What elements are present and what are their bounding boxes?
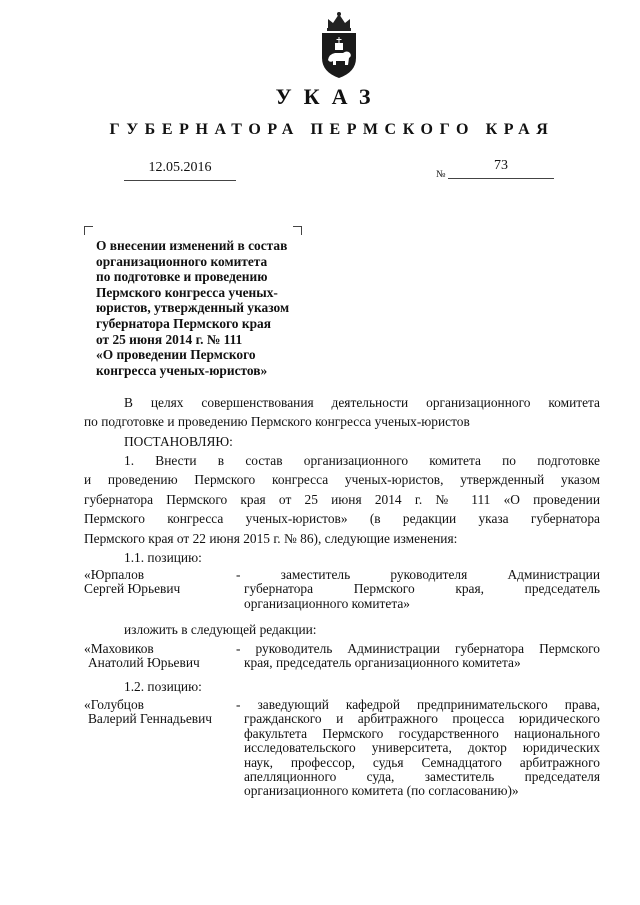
item-1-line: 1. Внести в состав организационного комитета по подготовке [124,453,600,468]
heading-line: Пермского конгресса ученых- [96,284,278,300]
document-date: 12.05.2016 [148,160,212,175]
item-1-1-label: 1.1. позицию: [124,550,202,565]
entry-desc-line: факультета Пермского государственного национального [244,725,600,741]
entry-name-line: «Юрпалов [84,567,145,582]
intro-line: В целях совершенствования деятельности организационного комитета [124,395,600,410]
item-1-2-label: 1.2. позицию: [124,679,202,694]
entry-name-line: Валерий Геннадьевич [88,711,213,727]
entry-desc-line: заведующий кафедрой предпринимательского права, [257,697,600,712]
date-underline [124,180,236,181]
heading-corner-left [84,226,93,235]
entry-2-description [236,642,600,671]
document-title: УКАЗ [275,84,383,109]
entry-desc-line: губернатора Пермского края, председатель [244,581,600,597]
entry-desc-line: организационного комитета» [244,595,411,611]
item-1-line: и проведению Пермского конгресса ученых-юристов, утвержденный указом [84,472,600,488]
number-sign: № [436,169,446,180]
entry-name-line: «Маховиков [84,641,154,656]
entry-3-name [84,698,212,727]
entry-3-description [236,698,600,799]
entry-desc-line: руководитель Администрации губернатора Пермского [255,641,600,656]
entry-desc-line: организационного комитета (по согласованию)» [244,783,519,799]
entry-dash: - [236,567,241,582]
entry-desc-line: заместитель руководителя Администрации [280,567,600,582]
item-1-line: губернатора Пермского края от 25 июня 2014 г. № 111 «О проведении [84,491,600,507]
edit-instruction: изложить в следующей редакции: [124,622,317,637]
entry-name-line: «Голубцов [84,697,144,712]
entry-desc-line: наук, профессор, судья Семнадцатого арбитражного [244,754,600,770]
entry-desc-line: апелляционного суда, заместитель председателя [244,769,600,785]
entry-1-name [84,568,180,597]
entry-desc-line: гражданского и арбитражного процесса юридического [244,711,600,727]
entry-name-line: Анатолий Юрьевич [88,655,200,671]
document-number: 73 [494,158,508,173]
heading-line: «О проведении Пермского [96,347,256,363]
entry-2-name [84,642,200,671]
decree-word: ПОСТАНОВЛЯЮ: [124,434,233,449]
intro-paragraph [84,393,600,432]
heading-corner-right [293,226,302,235]
heading-line: от 25 июня 2014 г. № 111 [96,331,243,347]
entry-1-description [236,568,600,611]
item-1-line: Пермского конгресса ученых-юристов» (в редакции указа губернатора [84,511,600,527]
heading-line: юристов, утвержденный указом [96,300,290,316]
entry-dash: - [236,697,241,712]
entry-desc-line: исследовательского университета, доктор юридических [244,740,600,756]
entry-desc-line: края, председатель организационного комитета» [244,655,521,671]
entry-dash: - [236,641,241,656]
heading-line: О внесении изменений в состав [96,238,288,253]
heading-line: по подготовке и проведению [96,269,268,285]
entry-name-line: Сергей Юрьевич [84,581,181,597]
intro-line: по подготовке и проведению Пермского конгресса ученых-юристов [84,414,470,430]
heading-line: губернатора Пермского края [96,315,271,331]
number-underline [448,178,554,179]
item-1-paragraph [84,451,600,548]
coat-of-arms-emblem [316,10,362,80]
document-subtitle: ГУБЕРНАТОРА ПЕРМСКОГО КРАЯ [109,121,555,138]
heading-line: конгресса ученых-юристов» [96,362,268,378]
item-1-line: Пермского края от 22 июня 2015 г. № 86), следующие изменения: [84,530,458,546]
heading-line: организационного комитета [96,253,268,269]
document-heading [96,238,326,378]
